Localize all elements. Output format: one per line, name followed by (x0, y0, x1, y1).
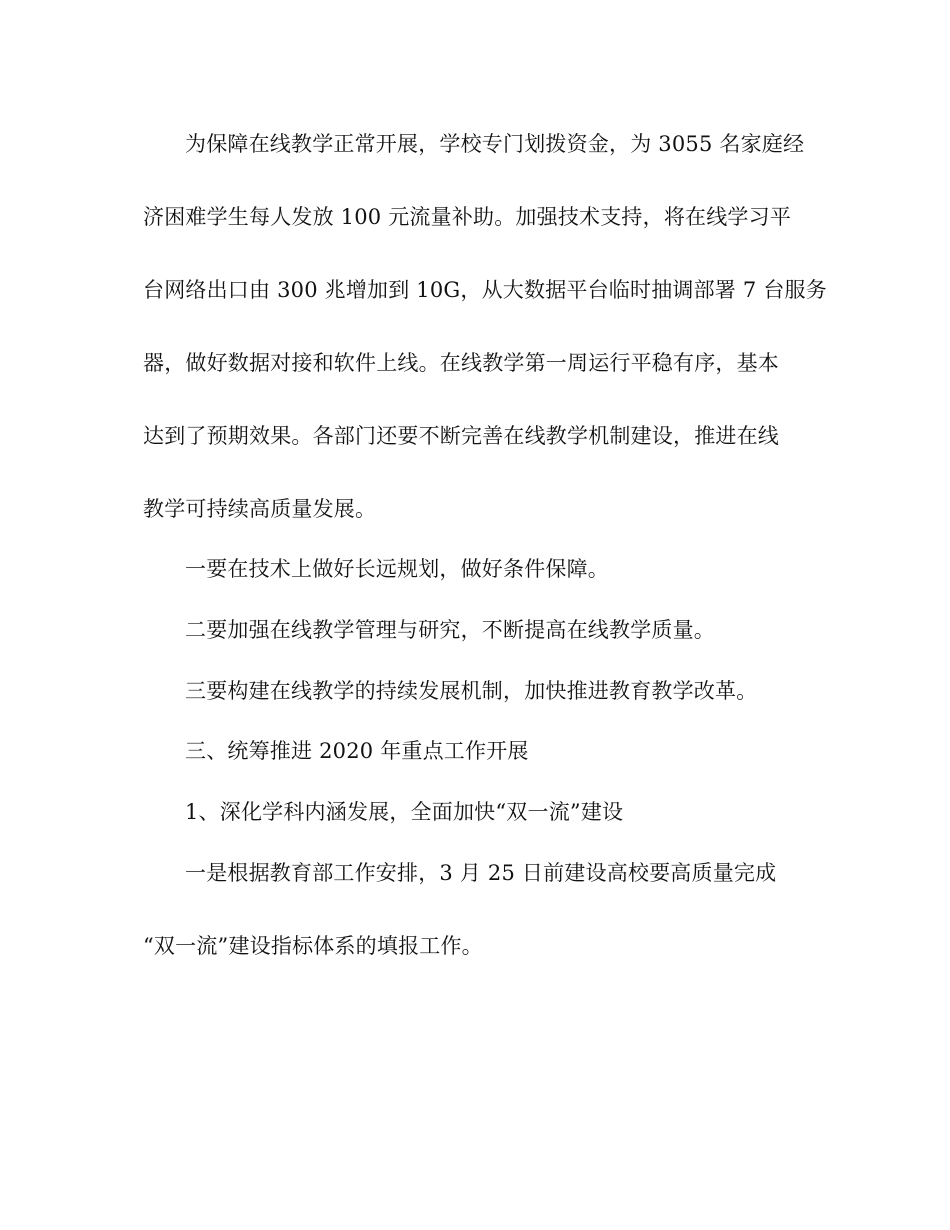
list-item: 一要在技术上做好长远规划，做好条件保障。 (185, 557, 609, 581)
paragraph-line: 一是根据教育部工作安排，3 月 25 日前建设高校要高质量完成 (185, 861, 777, 885)
paragraph-line: 器，做好数据对接和软件上线。在线教学第一周运行平稳有序，基本 (143, 351, 779, 375)
paragraph-line: “双一流”建设指标体系的填报工作。 (143, 934, 483, 958)
paragraph-line: 教学可持续高质量发展。 (143, 497, 377, 521)
section-heading: 三、统筹推进 2020 年重点工作开展 (185, 739, 529, 763)
paragraph-line: 济困难学生每人发放 100 元流量补助。加强技术支持，将在线学习平 (143, 205, 792, 229)
list-item: 二要加强在线教学管理与研究，不断提高在线教学质量。 (185, 618, 715, 642)
paragraph-line: 为保障在线教学正常开展，学校专门划拨资金，为 3055 名家庭经 (185, 132, 805, 156)
list-item: 三要构建在线教学的持续发展机制，加快推进教育教学改革。 (185, 679, 758, 703)
paragraph-line: 台网络出口由 300 兆增加到 10G，从大数据平台临时抽调部署 7 台服务 (143, 278, 827, 302)
paragraph-line: 达到了预期效果。各部门还要不断完善在线教学机制建设，推进在线 (143, 424, 779, 448)
subheading: 1、深化学科内涵发展，全面加快“双一流”建设 (185, 800, 624, 824)
